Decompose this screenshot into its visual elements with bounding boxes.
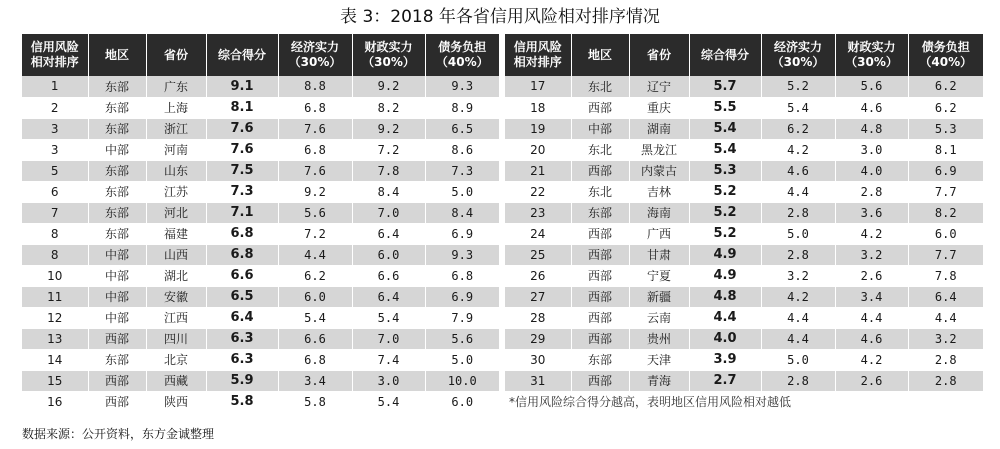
cell-debt: 3.2 bbox=[908, 328, 983, 349]
cell-score: 5.5 bbox=[689, 97, 761, 118]
table-row bbox=[22, 97, 499, 118]
cell-fiscal: 3.0 bbox=[835, 139, 908, 160]
cell-region: 西部 bbox=[571, 244, 629, 265]
cell-economy: 6.8 bbox=[278, 139, 352, 160]
cell-region: 东部 bbox=[571, 349, 629, 370]
cell-fiscal: 7.2 bbox=[352, 139, 425, 160]
cell-rank: 3 bbox=[22, 139, 88, 160]
cell-region: 西部 bbox=[88, 391, 146, 412]
cell-rank: 20 bbox=[505, 139, 571, 160]
cell-score: 4.0 bbox=[689, 328, 761, 349]
cell-rank: 29 bbox=[505, 328, 571, 349]
cell-economy: 4.2 bbox=[761, 139, 835, 160]
header-economy: 经济实力 （30%） bbox=[278, 34, 352, 76]
cell-debt: 2.8 bbox=[908, 370, 983, 391]
cell-rank: 8 bbox=[22, 244, 88, 265]
cell-region: 西部 bbox=[571, 286, 629, 307]
ranking-table-left bbox=[22, 34, 499, 413]
table-row bbox=[505, 244, 983, 265]
cell-rank: 31 bbox=[505, 370, 571, 391]
cell-province: 湖北 bbox=[146, 265, 206, 286]
cell-score: 7.3 bbox=[206, 181, 278, 202]
cell-fiscal: 2.6 bbox=[835, 370, 908, 391]
table-header-row bbox=[505, 34, 983, 76]
cell-economy: 9.2 bbox=[278, 181, 352, 202]
cell-economy: 6.2 bbox=[761, 118, 835, 139]
table-row bbox=[22, 76, 499, 97]
cell-debt: 4.4 bbox=[908, 307, 983, 328]
cell-region: 东部 bbox=[88, 349, 146, 370]
cell-economy: 5.0 bbox=[761, 349, 835, 370]
cell-rank: 13 bbox=[22, 328, 88, 349]
cell-province: 山东 bbox=[146, 160, 206, 181]
ranking-table-right bbox=[505, 34, 983, 412]
cell-fiscal: 7.8 bbox=[352, 160, 425, 181]
cell-debt: 5.0 bbox=[425, 181, 499, 202]
table-body-right bbox=[505, 76, 983, 412]
cell-rank: 23 bbox=[505, 202, 571, 223]
cell-rank: 17 bbox=[505, 76, 571, 97]
cell-score: 6.4 bbox=[206, 307, 278, 328]
cell-score: 5.8 bbox=[206, 391, 278, 412]
cell-region: 西部 bbox=[88, 328, 146, 349]
cell-region: 中部 bbox=[571, 118, 629, 139]
cell-fiscal: 4.2 bbox=[835, 349, 908, 370]
cell-province: 四川 bbox=[146, 328, 206, 349]
cell-region: 西部 bbox=[571, 370, 629, 391]
cell-fiscal: 4.0 bbox=[835, 160, 908, 181]
table-row bbox=[22, 118, 499, 139]
table-row bbox=[22, 202, 499, 223]
cell-debt: 5.0 bbox=[425, 349, 499, 370]
cell-debt: 2.8 bbox=[908, 349, 983, 370]
cell-region: 东部 bbox=[571, 202, 629, 223]
cell-economy: 6.0 bbox=[278, 286, 352, 307]
cell-region: 东部 bbox=[88, 76, 146, 97]
cell-rank: 24 bbox=[505, 223, 571, 244]
cell-fiscal: 6.4 bbox=[352, 223, 425, 244]
cell-debt: 6.0 bbox=[908, 223, 983, 244]
cell-province: 内蒙古 bbox=[629, 160, 689, 181]
cell-region: 东部 bbox=[88, 223, 146, 244]
cell-debt: 9.3 bbox=[425, 76, 499, 97]
cell-fiscal: 7.0 bbox=[352, 202, 425, 223]
cell-rank: 28 bbox=[505, 307, 571, 328]
cell-debt: 7.3 bbox=[425, 160, 499, 181]
cell-score: 5.9 bbox=[206, 370, 278, 391]
cell-fiscal: 3.2 bbox=[835, 244, 908, 265]
cell-debt: 7.7 bbox=[908, 181, 983, 202]
cell-fiscal: 4.6 bbox=[835, 328, 908, 349]
cell-economy: 4.4 bbox=[278, 244, 352, 265]
table-row bbox=[22, 286, 499, 307]
cell-economy: 7.6 bbox=[278, 160, 352, 181]
table-row bbox=[505, 223, 983, 244]
cell-province: 新疆 bbox=[629, 286, 689, 307]
table-row bbox=[505, 202, 983, 223]
cell-rank: 15 bbox=[22, 370, 88, 391]
header-region: 地区 bbox=[88, 34, 146, 76]
cell-rank: 7 bbox=[22, 202, 88, 223]
cell-economy: 2.8 bbox=[761, 202, 835, 223]
cell-province: 河南 bbox=[146, 139, 206, 160]
cell-rank: 18 bbox=[505, 97, 571, 118]
cell-rank: 5 bbox=[22, 160, 88, 181]
cell-rank: 11 bbox=[22, 286, 88, 307]
cell-fiscal: 2.8 bbox=[835, 181, 908, 202]
cell-province: 北京 bbox=[146, 349, 206, 370]
cell-debt: 5.6 bbox=[425, 328, 499, 349]
cell-province: 上海 bbox=[146, 97, 206, 118]
cell-debt: 7.7 bbox=[908, 244, 983, 265]
cell-province: 福建 bbox=[146, 223, 206, 244]
cell-fiscal: 5.4 bbox=[352, 391, 425, 412]
cell-fiscal: 8.4 bbox=[352, 181, 425, 202]
cell-rank: 6 bbox=[22, 181, 88, 202]
cell-score: 3.9 bbox=[689, 349, 761, 370]
cell-region: 中部 bbox=[88, 307, 146, 328]
cell-fiscal: 9.2 bbox=[352, 118, 425, 139]
cell-province: 浙江 bbox=[146, 118, 206, 139]
cell-province: 广西 bbox=[629, 223, 689, 244]
cell-economy: 6.8 bbox=[278, 97, 352, 118]
table-row bbox=[505, 160, 983, 181]
cell-score: 5.2 bbox=[689, 223, 761, 244]
cell-province: 重庆 bbox=[629, 97, 689, 118]
cell-score: 7.6 bbox=[206, 118, 278, 139]
cell-debt: 5.3 bbox=[908, 118, 983, 139]
header-score: 综合得分 bbox=[689, 34, 761, 76]
cell-debt: 6.0 bbox=[425, 391, 499, 412]
cell-debt: 6.2 bbox=[908, 97, 983, 118]
cell-debt: 7.9 bbox=[425, 307, 499, 328]
cell-score: 6.3 bbox=[206, 349, 278, 370]
table-row bbox=[22, 181, 499, 202]
header-rank: 信用风险 相对排序 bbox=[505, 34, 571, 76]
cell-province: 云南 bbox=[629, 307, 689, 328]
cell-rank: 3 bbox=[22, 118, 88, 139]
cell-economy: 8.8 bbox=[278, 76, 352, 97]
cell-region: 西部 bbox=[571, 307, 629, 328]
cell-fiscal: 9.2 bbox=[352, 76, 425, 97]
cell-region: 西部 bbox=[88, 370, 146, 391]
table-row bbox=[505, 349, 983, 370]
cell-region: 中部 bbox=[88, 244, 146, 265]
table-row bbox=[505, 286, 983, 307]
cell-fiscal: 5.4 bbox=[352, 307, 425, 328]
cell-score: 5.7 bbox=[689, 76, 761, 97]
cell-score: 6.5 bbox=[206, 286, 278, 307]
cell-province: 陕西 bbox=[146, 391, 206, 412]
cell-score: 6.8 bbox=[206, 223, 278, 244]
cell-province: 广东 bbox=[146, 76, 206, 97]
cell-fiscal: 4.2 bbox=[835, 223, 908, 244]
cell-rank: 2 bbox=[22, 97, 88, 118]
cell-region: 东部 bbox=[88, 97, 146, 118]
cell-region: 东部 bbox=[88, 202, 146, 223]
cell-region: 西部 bbox=[571, 328, 629, 349]
footnote-text: *信用风险综合得分越高，表明地区信用风险相对越低 bbox=[505, 391, 983, 412]
table-row bbox=[505, 97, 983, 118]
cell-economy: 3.2 bbox=[761, 265, 835, 286]
header-province: 省份 bbox=[146, 34, 206, 76]
cell-fiscal: 6.0 bbox=[352, 244, 425, 265]
cell-rank: 26 bbox=[505, 265, 571, 286]
cell-score: 8.1 bbox=[206, 97, 278, 118]
cell-economy: 4.4 bbox=[761, 307, 835, 328]
table-row bbox=[22, 328, 499, 349]
cell-region: 西部 bbox=[571, 97, 629, 118]
table-row bbox=[22, 223, 499, 244]
cell-economy: 6.8 bbox=[278, 349, 352, 370]
cell-province: 天津 bbox=[629, 349, 689, 370]
cell-economy: 4.2 bbox=[761, 286, 835, 307]
cell-province: 江西 bbox=[146, 307, 206, 328]
cell-debt: 8.6 bbox=[425, 139, 499, 160]
cell-score: 5.3 bbox=[689, 160, 761, 181]
cell-debt: 6.8 bbox=[425, 265, 499, 286]
cell-fiscal: 6.4 bbox=[352, 286, 425, 307]
cell-economy: 4.6 bbox=[761, 160, 835, 181]
cell-region: 中部 bbox=[88, 286, 146, 307]
cell-economy: 2.8 bbox=[761, 244, 835, 265]
cell-rank: 1 bbox=[22, 76, 88, 97]
header-economy: 经济实力 （30%） bbox=[761, 34, 835, 76]
cell-economy: 4.4 bbox=[761, 181, 835, 202]
cell-score: 7.5 bbox=[206, 160, 278, 181]
cell-rank: 16 bbox=[22, 391, 88, 412]
cell-score: 5.2 bbox=[689, 181, 761, 202]
cell-score: 4.9 bbox=[689, 265, 761, 286]
cell-debt: 6.9 bbox=[425, 286, 499, 307]
cell-rank: 25 bbox=[505, 244, 571, 265]
cell-province: 甘肃 bbox=[629, 244, 689, 265]
cell-region: 中部 bbox=[88, 265, 146, 286]
cell-region: 中部 bbox=[88, 139, 146, 160]
cell-province: 贵州 bbox=[629, 328, 689, 349]
cell-debt: 8.2 bbox=[908, 202, 983, 223]
cell-economy: 5.4 bbox=[278, 307, 352, 328]
cell-economy: 6.2 bbox=[278, 265, 352, 286]
table-row bbox=[22, 370, 499, 391]
cell-score: 7.1 bbox=[206, 202, 278, 223]
cell-province: 黑龙江 bbox=[629, 139, 689, 160]
footnote-row bbox=[505, 391, 983, 412]
cell-province: 江苏 bbox=[146, 181, 206, 202]
cell-debt: 6.9 bbox=[908, 160, 983, 181]
page-title: 表 3：2018 年各省信用风险相对排序情况 bbox=[340, 7, 660, 27]
cell-score: 4.8 bbox=[689, 286, 761, 307]
cell-province: 宁夏 bbox=[629, 265, 689, 286]
cell-province: 海南 bbox=[629, 202, 689, 223]
cell-debt: 8.1 bbox=[908, 139, 983, 160]
cell-province: 湖南 bbox=[629, 118, 689, 139]
cell-province: 安徽 bbox=[146, 286, 206, 307]
cell-economy: 5.2 bbox=[761, 76, 835, 97]
cell-rank: 21 bbox=[505, 160, 571, 181]
cell-score: 5.2 bbox=[689, 202, 761, 223]
cell-region: 东北 bbox=[571, 139, 629, 160]
cell-score: 6.3 bbox=[206, 328, 278, 349]
table-row bbox=[505, 307, 983, 328]
cell-fiscal: 4.8 bbox=[835, 118, 908, 139]
table-row bbox=[22, 244, 499, 265]
cell-economy: 5.0 bbox=[761, 223, 835, 244]
cell-fiscal: 4.6 bbox=[835, 97, 908, 118]
cell-rank: 12 bbox=[22, 307, 88, 328]
cell-fiscal: 7.4 bbox=[352, 349, 425, 370]
cell-score: 2.7 bbox=[689, 370, 761, 391]
cell-debt: 8.4 bbox=[425, 202, 499, 223]
cell-fiscal: 2.6 bbox=[835, 265, 908, 286]
cell-rank: 19 bbox=[505, 118, 571, 139]
cell-fiscal: 8.2 bbox=[352, 97, 425, 118]
cell-region: 西部 bbox=[571, 265, 629, 286]
cell-economy: 2.8 bbox=[761, 370, 835, 391]
cell-score: 4.4 bbox=[689, 307, 761, 328]
cell-economy: 7.2 bbox=[278, 223, 352, 244]
header-debt: 债务负担 （40%） bbox=[908, 34, 983, 76]
table-row bbox=[505, 370, 983, 391]
table-row bbox=[22, 307, 499, 328]
cell-region: 东部 bbox=[88, 160, 146, 181]
header-debt: 债务负担 （40%） bbox=[425, 34, 499, 76]
table-row bbox=[22, 349, 499, 370]
table-row bbox=[22, 160, 499, 181]
cell-fiscal: 6.6 bbox=[352, 265, 425, 286]
cell-score: 6.8 bbox=[206, 244, 278, 265]
cell-score: 5.4 bbox=[689, 139, 761, 160]
table-row bbox=[505, 265, 983, 286]
cell-region: 东部 bbox=[88, 181, 146, 202]
cell-fiscal: 5.6 bbox=[835, 76, 908, 97]
cell-province: 河北 bbox=[146, 202, 206, 223]
cell-province: 吉林 bbox=[629, 181, 689, 202]
cell-region: 西部 bbox=[571, 223, 629, 244]
cell-rank: 30 bbox=[505, 349, 571, 370]
cell-score: 7.6 bbox=[206, 139, 278, 160]
cell-fiscal: 3.4 bbox=[835, 286, 908, 307]
cell-economy: 7.6 bbox=[278, 118, 352, 139]
cell-score: 6.6 bbox=[206, 265, 278, 286]
table-row bbox=[505, 328, 983, 349]
cell-rank: 8 bbox=[22, 223, 88, 244]
header-score: 综合得分 bbox=[206, 34, 278, 76]
header-region: 地区 bbox=[571, 34, 629, 76]
cell-province: 青海 bbox=[629, 370, 689, 391]
cell-economy: 5.6 bbox=[278, 202, 352, 223]
cell-debt: 8.9 bbox=[425, 97, 499, 118]
cell-region: 东部 bbox=[88, 118, 146, 139]
table-row bbox=[22, 391, 499, 412]
table-row bbox=[22, 139, 499, 160]
cell-debt: 7.8 bbox=[908, 265, 983, 286]
cell-province: 西藏 bbox=[146, 370, 206, 391]
cell-province: 辽宁 bbox=[629, 76, 689, 97]
cell-fiscal: 4.4 bbox=[835, 307, 908, 328]
cell-fiscal: 3.6 bbox=[835, 202, 908, 223]
cell-debt: 6.5 bbox=[425, 118, 499, 139]
table-row bbox=[505, 118, 983, 139]
cell-fiscal: 7.0 bbox=[352, 328, 425, 349]
cell-region: 东北 bbox=[571, 181, 629, 202]
cell-province: 山西 bbox=[146, 244, 206, 265]
table-body-left bbox=[22, 76, 499, 412]
header-rank: 信用风险 相对排序 bbox=[22, 34, 88, 76]
cell-rank: 27 bbox=[505, 286, 571, 307]
header-fiscal: 财政实力 （30%） bbox=[835, 34, 908, 76]
cell-fiscal: 3.0 bbox=[352, 370, 425, 391]
cell-rank: 14 bbox=[22, 349, 88, 370]
cell-debt: 6.2 bbox=[908, 76, 983, 97]
table-row bbox=[505, 76, 983, 97]
cell-economy: 5.8 bbox=[278, 391, 352, 412]
table-row bbox=[22, 265, 499, 286]
cell-rank: 22 bbox=[505, 181, 571, 202]
header-province: 省份 bbox=[629, 34, 689, 76]
cell-economy: 6.6 bbox=[278, 328, 352, 349]
cell-rank: 10 bbox=[22, 265, 88, 286]
cell-economy: 4.4 bbox=[761, 328, 835, 349]
cell-score: 5.4 bbox=[689, 118, 761, 139]
cell-region: 东北 bbox=[571, 76, 629, 97]
table-row bbox=[505, 139, 983, 160]
cell-economy: 5.4 bbox=[761, 97, 835, 118]
cell-economy: 3.4 bbox=[278, 370, 352, 391]
data-source-note: 数据来源：公开资料，东方金诚整理 bbox=[22, 427, 215, 441]
table-header-row bbox=[22, 34, 499, 76]
cell-debt: 10.0 bbox=[425, 370, 499, 391]
cell-debt: 9.3 bbox=[425, 244, 499, 265]
cell-score: 4.9 bbox=[689, 244, 761, 265]
cell-debt: 6.4 bbox=[908, 286, 983, 307]
table-row bbox=[505, 181, 983, 202]
header-fiscal: 财政实力 （30%） bbox=[352, 34, 425, 76]
cell-debt: 6.9 bbox=[425, 223, 499, 244]
cell-region: 西部 bbox=[571, 160, 629, 181]
cell-score: 9.1 bbox=[206, 76, 278, 97]
